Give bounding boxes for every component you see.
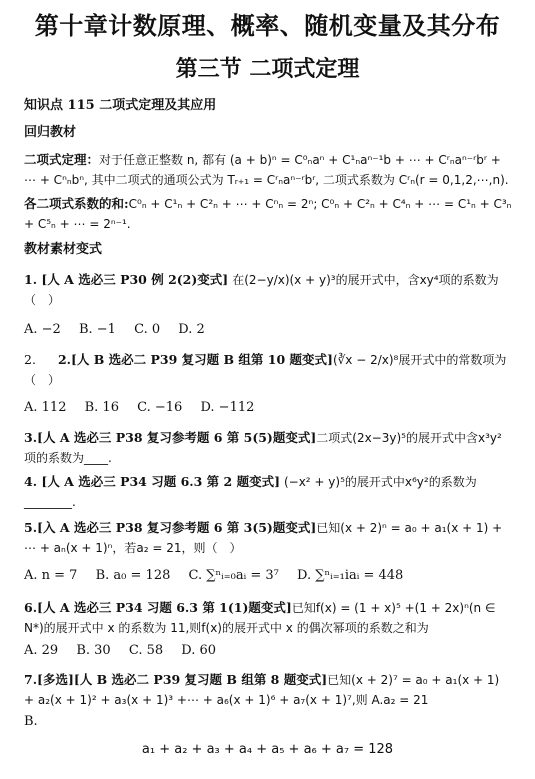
question-1 bbox=[24, 270, 512, 310]
question-6-text: 已知f(x) = (1 + x)⁵ +(1 + 2x)ⁿ(n ∈ N*)的展开式中 x 的系数为 11,则f(x)的展开式中 x 的偶次幂项的系数之和为 bbox=[24, 601, 496, 635]
review-heading: 回归教材 bbox=[24, 125, 77, 140]
binomial-theorem-text: 对于任意正整数 n, 都有 (a + b)ⁿ = C⁰ₙaⁿ + C¹ₙaⁿ⁻¹b + ⋯ + Cʳₙaⁿ⁻ʳbʳ + ⋯ + Cⁿₙbⁿ, 其中二项式的通项公式为 Tᵣ₊₁ = Cʳₙaⁿ⁻ʳbʳ, 二项式系数为 Cʳₙ(r = 0,1,2,⋯,n). bbox=[24, 153, 509, 187]
question-7-option-b-label: B. bbox=[24, 714, 38, 729]
question-5-tag: 5.[入 A 选必三 P38 复习参考题 6 第 3(5)题变式] bbox=[24, 520, 317, 535]
chapter-title: 第十章计数原理、概率、随机变量及其分布 bbox=[34, 11, 501, 40]
question-2 bbox=[24, 350, 512, 390]
question-2-options bbox=[24, 400, 268, 415]
binomial-theorem-paragraph bbox=[24, 150, 512, 190]
question-3 bbox=[24, 428, 512, 468]
question-4-tag: 4. [人 A 选必三 P34 习题 6.3 第 2 题变式] bbox=[24, 474, 280, 489]
question-3-text: 二项式(2x−3y)⁵的展开式中含x³y²项的系数为____. bbox=[24, 431, 502, 465]
coefficient-sum-paragraph bbox=[24, 194, 512, 234]
option-d: D. ∑ⁿᵢ₌₁iaᵢ = 448 bbox=[297, 568, 404, 583]
option-c: C. 58 bbox=[128, 643, 164, 658]
question-7-option-b-formula: a₁ + a₂ + a₃ + a₄ + a₅ + a₆ + a₇ = 128 bbox=[141, 742, 394, 757]
section-title: 第三节 二项式定理 bbox=[175, 56, 360, 82]
question-3-tag: 3.[人 A 选必三 P38 复习参考题 6 第 5(5)题变式] bbox=[24, 430, 317, 445]
option-c: C. 0 bbox=[134, 322, 161, 337]
question-1-options bbox=[24, 322, 219, 337]
question-6 bbox=[24, 598, 512, 638]
question-6-options bbox=[24, 643, 230, 658]
question-7-tag: 7.[多选][人 B 选必二 P39 复习题 B 组第 8 题变式] bbox=[24, 672, 328, 687]
question-4-text: (−x² + y)⁵的展开式中x⁶y²的系数为________. bbox=[24, 475, 477, 509]
option-b: B. a₀ = 128 bbox=[95, 568, 171, 583]
question-5 bbox=[24, 518, 512, 558]
question-7-text: 已知(x + 2)⁷ = a₀ + a₁(x + 1) + a₂(x + 1)² + a₃(x + 1)³ +⋯ + a₆(x + 1)⁶ + a₇(x + 1)⁷,则 A.a₂ = 21 bbox=[24, 673, 500, 707]
question-6-tag: 6.[人 A 选必三 P34 习题 6.3 第 1(1)题变式] bbox=[24, 600, 292, 615]
option-b: B. 30 bbox=[76, 643, 111, 658]
coefficient-sum-text: C⁰ₙ + C¹ₙ + C²ₙ + ⋯ + Cⁿₙ = 2ⁿ; C⁰ₙ + C²ₙ + C⁴ₙ + ⋯ = C¹ₙ + C³ₙ + C⁵ₙ + ⋯ = 2ⁿ⁻¹. bbox=[24, 197, 512, 231]
question-1-tag: 1. [人 A 选必三 P30 例 2(2)变式] bbox=[24, 272, 229, 287]
question-5-options bbox=[24, 568, 417, 583]
option-d: D. 60 bbox=[181, 643, 217, 658]
option-d: D. 2 bbox=[178, 322, 205, 337]
option-b: B. −1 bbox=[78, 322, 116, 337]
option-b: B. 16 bbox=[84, 400, 119, 415]
variants-heading: 教材素材变式 bbox=[24, 242, 103, 257]
question-4 bbox=[24, 472, 512, 512]
option-a: A. −2 bbox=[24, 322, 61, 337]
question-1-text: 在(2−y/x)(x + y)³的展开式中，含xy⁴项的系数为（ ） bbox=[24, 273, 499, 307]
option-c: C. ∑ⁿᵢ₌₀aᵢ = 3⁷ bbox=[188, 568, 279, 583]
knowledge-point-heading: 知识点 115 二项式定理及其应用 bbox=[24, 98, 217, 113]
question-2-tag: 2.[人 B 选必二 P39 复习题 B 组第 10 题变式] bbox=[57, 352, 333, 367]
question-5-text: 已知(x + 2)ⁿ = a₀ + a₁(x + 1) + ⋯ + aₙ(x + 1)ⁿ，若a₂ = 21，则（ ） bbox=[24, 521, 503, 555]
binomial-theorem-label: 二项式定理： bbox=[24, 152, 100, 167]
option-a: A. 29 bbox=[24, 643, 59, 658]
question-2-text: (∛x − 2/x)⁸展开式中的常数项为（ ） bbox=[24, 353, 507, 387]
option-c: C. −16 bbox=[137, 400, 183, 415]
option-a: A. 112 bbox=[24, 400, 67, 415]
option-d: D. −112 bbox=[200, 400, 255, 415]
question-7 bbox=[24, 670, 512, 710]
coefficient-sum-label: 各二项式系数的和: bbox=[24, 196, 129, 211]
option-a: A. n = 7 bbox=[24, 568, 78, 583]
question-2-number: 2. bbox=[24, 352, 36, 367]
